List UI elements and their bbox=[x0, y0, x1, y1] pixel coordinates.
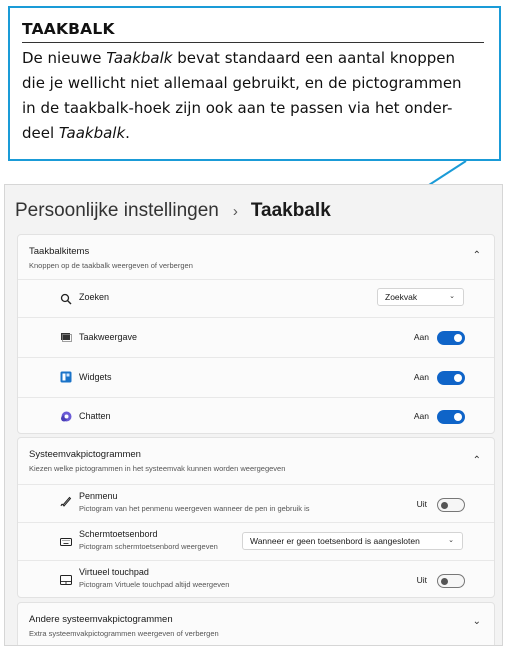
toggle-state-label: Aan bbox=[413, 411, 429, 421]
chevron-up-icon[interactable]: ⌃ bbox=[472, 250, 481, 261]
setting-row-touch-keyboard bbox=[18, 522, 494, 560]
system-tray-icons-card bbox=[17, 437, 495, 598]
toggle-state-label: Aan bbox=[413, 372, 429, 382]
setting-label: Chatten bbox=[79, 411, 111, 421]
pen-menu-toggle[interactable] bbox=[437, 498, 465, 512]
setting-label: Taakweergave bbox=[79, 332, 138, 342]
callout-title: TAAKBALK bbox=[22, 20, 484, 43]
section-title: Taakbalkitems bbox=[29, 246, 90, 257]
breadcrumb-parent-link[interactable]: Persoonlijke instellingen bbox=[15, 200, 219, 221]
toggle-state-label: Aan bbox=[413, 332, 429, 342]
virtual-touchpad-toggle[interactable] bbox=[437, 574, 465, 588]
setting-row-widgets bbox=[18, 357, 494, 397]
dropdown-value: Zoekvak bbox=[385, 292, 418, 302]
touch-keyboard-dropdown[interactable] bbox=[242, 532, 463, 550]
annotation-callout bbox=[8, 6, 501, 161]
chevron-up-icon[interactable]: ⌃ bbox=[472, 455, 481, 466]
setting-row-pen-menu bbox=[18, 484, 494, 522]
breadcrumb-separator: › bbox=[232, 203, 238, 220]
page-title: Taakbalk bbox=[250, 200, 331, 221]
widgets-icon bbox=[60, 371, 72, 383]
widgets-toggle[interactable] bbox=[437, 371, 465, 385]
section-subtitle: Kiezen welke pictogrammen in het systeemvak kunnen worden weergegeven bbox=[29, 464, 286, 473]
touchpad-icon bbox=[60, 574, 72, 586]
section-title: Andere systeemvakpictogrammen bbox=[29, 614, 173, 625]
setting-row-search bbox=[18, 279, 494, 317]
settings-window bbox=[4, 184, 503, 646]
search-mode-dropdown[interactable] bbox=[377, 288, 464, 306]
setting-row-chat bbox=[18, 397, 494, 434]
dropdown-value: Wanneer er geen toetsenbord is aangesloten bbox=[250, 536, 420, 546]
other-tray-icons-header[interactable] bbox=[18, 603, 494, 646]
chevron-down-icon[interactable]: ⌄ bbox=[472, 616, 481, 627]
setting-label: Virtueel touchpad bbox=[79, 567, 149, 577]
chat-icon bbox=[60, 411, 72, 423]
section-subtitle: Knoppen op de taakbalk weergeven of verbergen bbox=[29, 261, 193, 270]
taskbar-items-card bbox=[17, 234, 495, 434]
other-tray-icons-card[interactable] bbox=[17, 602, 495, 646]
setting-row-virtual-touchpad bbox=[18, 560, 494, 598]
setting-label: Widgets bbox=[79, 372, 112, 382]
setting-label: Zoeken bbox=[79, 292, 110, 302]
chevron-down-icon: ⌄ bbox=[449, 293, 455, 300]
chat-toggle[interactable] bbox=[437, 410, 465, 424]
keyboard-icon bbox=[60, 536, 72, 548]
system-tray-icons-header[interactable] bbox=[18, 438, 494, 484]
chevron-down-icon: ⌄ bbox=[448, 537, 454, 544]
toggle-state-label: Uit bbox=[416, 575, 427, 585]
setting-description: Pictogram schermtoetsenbord weergeven bbox=[79, 542, 218, 551]
callout-text: De nieuwe Taakbalk bevat standaard een aantal knoppen die je wellicht niet allemaal gebruikt, en de pictogrammen in de taakbalk-hoek zijn ook aan te passen via het onder- deel Taakbalk. bbox=[22, 49, 462, 142]
task-view-toggle[interactable] bbox=[437, 331, 465, 345]
task-view-icon bbox=[60, 331, 72, 343]
search-icon bbox=[60, 293, 72, 305]
breadcrumb bbox=[15, 200, 331, 222]
pen-icon bbox=[60, 495, 72, 507]
setting-row-task-view bbox=[18, 317, 494, 357]
toggle-state-label: Uit bbox=[416, 499, 427, 509]
setting-description: Pictogram van het penmenu weergeven wanneer de pen in gebruik is bbox=[79, 504, 310, 513]
setting-description: Pictogram Virtuele touchpad altijd weergeven bbox=[79, 580, 230, 589]
section-title: Systeemvakpictogrammen bbox=[29, 449, 141, 460]
section-subtitle: Extra systeemvakpictogrammen weergeven of verbergen bbox=[29, 629, 219, 638]
taskbar-items-header[interactable] bbox=[18, 235, 494, 279]
setting-label: Schermtoetsenbord bbox=[79, 529, 158, 539]
setting-label: Penmenu bbox=[79, 491, 118, 501]
